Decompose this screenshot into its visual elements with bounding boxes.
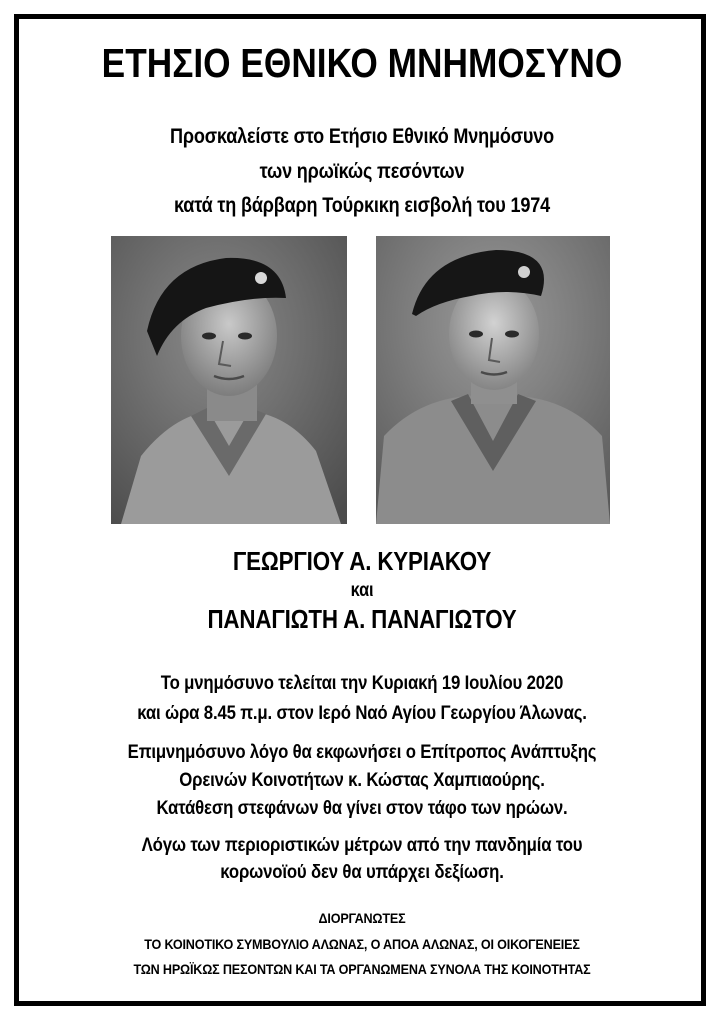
details-line-4: Ορεινών Κοινοτήτων κ. Κώστας Χαμπιαούρης. <box>179 769 545 791</box>
details-line-6: Λόγω των περιοριστικών μέτρων από την πανδημία του <box>141 834 583 856</box>
details-line-2: και ώρα 8.45 π.μ. στον Ιερό Ναό Αγίου Γεωργίου Άλωνας. <box>137 702 587 724</box>
name-first: ΓΕΩΡΓΙΟΥ Α. ΚΥΡΙΑΚΟΥ <box>232 546 492 576</box>
intro-line-3: κατά τη βάρβαρη Τούρκικη εισβολή του 1974 <box>174 194 550 217</box>
details-line-3: Επιμνημόσυνο λόγο θα εκφωνήσει ο Επίτροπος Ανάπτυξης <box>127 741 597 763</box>
details-line-7: κορωνοϊού δεν θα υπάρχει δεξίωση. <box>220 861 504 883</box>
intro-line-1: Προσκαλείστε στο Ετήσιο Εθνικό Μνημόσυνο <box>170 125 554 148</box>
details-line-5: Κατάθεση στεφάνων θα γίνει στον τάφο των ηρώων. <box>156 797 568 819</box>
name-conjunction: και <box>350 580 374 601</box>
organizers-line-1: ΤΟ ΚΟΙΝΟΤΙΚΟ ΣΥΜΒΟΥΛΙΟ ΑΛΩΝΑΣ, Ο ΑΠΟΑ ΑΛΩΝΑΣ, ΟΙ ΟΙΚΟΓΕΝΕΙΕΣ <box>144 936 580 952</box>
organizers-heading: ΔΙΟΡΓΑΝΩΤΕΣ <box>318 910 406 926</box>
organizers-line-2: ΤΩΝ ΗΡΩΪΚΩΣ ΠΕΣΟΝΤΩΝ ΚΑΙ ΤΑ ΟΡΓΑΝΩΜΕΝΑ ΣΥΝΟΛΑ ΤΗΣ ΚΟΙΝΟΤΗΤΑΣ <box>133 961 591 977</box>
poster-title: ΕΤΗΣΙΟ ΕΘΝΙΚΟ ΜΝΗΜΟΣΥΝΟ <box>101 40 623 86</box>
portrait-photo-right <box>376 236 610 524</box>
details-line-1: Το μνημόσυνο τελείται την Κυριακή 19 Ιουλίου 2020 <box>160 672 564 694</box>
name-second: ΠΑΝΑΓΙΩΤΗ Α. ΠΑΝΑΓΙΩΤΟΥ <box>207 604 517 634</box>
intro-line-2: των ηρωϊκώς πεσόντων <box>259 160 465 183</box>
portrait-photo-left <box>111 236 347 524</box>
